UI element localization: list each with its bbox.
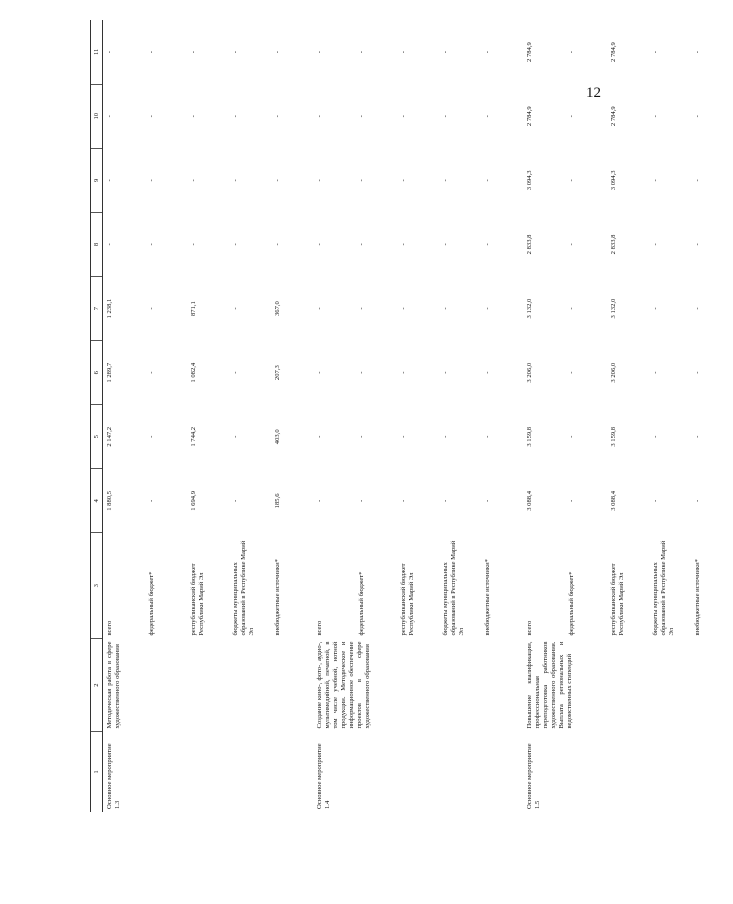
funding-value: 1 289,7: [106, 362, 113, 383]
funding-value: 207,3: [274, 365, 281, 381]
table-row: [523, 20, 565, 812]
funding-value: -: [358, 371, 365, 374]
funding-value: -: [232, 179, 239, 182]
funding-value: -: [442, 499, 449, 502]
funding-value: -: [568, 243, 575, 246]
funding-source: всего: [316, 620, 323, 636]
funding-value: -: [568, 179, 575, 182]
funding-value: 367,0: [274, 301, 281, 316]
measure-code: Основное мероприятие 1.3: [106, 743, 121, 809]
funding-value: -: [232, 50, 239, 54]
funding-value: -: [232, 371, 239, 374]
funding-value: -: [400, 371, 407, 374]
table-body: [103, 20, 733, 812]
funding-value: -: [484, 243, 491, 246]
funding-value: -: [148, 50, 155, 54]
funding-value: -: [652, 115, 659, 118]
funding-value: -: [148, 307, 155, 310]
column-header: 9: [91, 148, 103, 212]
funding-value: -: [652, 243, 659, 246]
funding-value: -: [274, 50, 281, 54]
funding-value: -: [232, 435, 239, 438]
funding-value: -: [358, 307, 365, 310]
funding-value: -: [400, 499, 407, 502]
funding-source: внебюджетные источники*: [274, 559, 281, 636]
funding-value: -: [652, 371, 659, 374]
funding-value: -: [694, 499, 701, 502]
funding-value: 2 147,2: [106, 426, 113, 447]
funding-value: -: [400, 50, 407, 54]
funding-value: -: [190, 50, 197, 54]
funding-value: -: [442, 179, 449, 182]
funding-value: 3 132,0: [610, 298, 617, 319]
funding-value: -: [148, 179, 155, 182]
funding-value: -: [652, 50, 659, 54]
funding-value: -: [694, 179, 701, 182]
funding-value: -: [442, 435, 449, 438]
funding-value: -: [400, 307, 407, 310]
funding-value: -: [148, 115, 155, 118]
funding-value: -: [694, 243, 701, 246]
funding-value: 3 159,8: [526, 426, 533, 447]
funding-value: -: [694, 50, 701, 54]
funding-value: 1 238,1: [106, 298, 113, 319]
funding-value: -: [484, 50, 491, 54]
funding-value: -: [274, 115, 281, 118]
funding-value: 2 784,9: [526, 42, 533, 62]
funding-value: -: [148, 371, 155, 374]
funding-value: -: [316, 307, 323, 310]
funding-value: -: [232, 115, 239, 118]
funding-source: бюджеты муниципальных образований в Республике Марий Эл: [232, 540, 255, 636]
funding-value: 185,6: [274, 493, 281, 509]
funding-value: -: [148, 499, 155, 502]
funding-value: -: [358, 179, 365, 182]
funding-source: республиканский бюджет Республики Марий Эл: [190, 563, 205, 636]
funding-value: 3 159,8: [610, 426, 617, 447]
column-header: 4: [91, 469, 103, 533]
funding-source: республиканский бюджет Республики Марий Эл: [400, 563, 415, 636]
column-header: 3: [91, 533, 103, 639]
funding-source: бюджеты муниципальных образований в Республике Марий Эл: [442, 540, 465, 636]
funding-source: республиканский бюджет Республики Марий Эл: [610, 563, 625, 636]
funding-value: -: [232, 499, 239, 502]
column-header: 5: [91, 405, 103, 469]
funding-value: 3 132,0: [526, 298, 533, 319]
funding-value: -: [316, 371, 323, 374]
funding-value: 2 833,8: [526, 234, 533, 255]
funding-value: -: [358, 115, 365, 118]
funding-value: -: [358, 435, 365, 438]
column-header: 10: [91, 84, 103, 148]
funding-value: 2 784,9: [610, 106, 617, 127]
funding-value: -: [190, 179, 197, 182]
measure-code: Основное мероприятие 1.4: [316, 743, 331, 809]
rotated-table-container: [90, 0, 701, 812]
column-header: 11: [91, 20, 103, 84]
funding-source: федеральный бюджет*: [148, 571, 155, 636]
funding-value: -: [316, 115, 323, 118]
funding-source: внебюджетные источники*: [694, 559, 701, 636]
funding-value: 403,0: [274, 429, 281, 445]
funding-value: -: [568, 435, 575, 438]
funding-value: 2 784,9: [610, 42, 617, 62]
funding-value: -: [400, 435, 407, 438]
funding-value: -: [694, 115, 701, 118]
funding-value: -: [442, 307, 449, 310]
funding-value: 3 206,0: [526, 362, 533, 383]
funding-source: всего: [526, 620, 533, 636]
funding-value: -: [148, 243, 155, 246]
funding-value: 1 880,5: [106, 491, 113, 511]
funding-value: -: [232, 243, 239, 246]
funding-value: -: [652, 499, 659, 502]
funding-value: -: [358, 499, 365, 502]
page-number: 12: [586, 85, 601, 101]
funding-value: 1 694,9: [190, 491, 197, 511]
funding-value: -: [316, 50, 323, 54]
funding-value: 3 088,4: [526, 491, 533, 511]
funding-value: 3 088,4: [610, 491, 617, 511]
funding-value: -: [694, 371, 701, 374]
funding-value: -: [316, 499, 323, 502]
funding-value: 2 784,9: [526, 106, 533, 127]
column-header: 2: [91, 639, 103, 732]
funding-value: 2 833,8: [610, 234, 617, 255]
measure-description: Создание кино-, фото-, аудио-, мультимедийной, печатной, в том числе учебной, нотной продукции. Методическое и информационное обеспечение проектов в сфере художественного образования: [316, 641, 371, 729]
funding-value: -: [190, 115, 197, 118]
funding-value: -: [358, 243, 365, 246]
funding-source: всего: [106, 620, 113, 636]
measure-description: Методическая работа в сфере художественного образования: [106, 641, 121, 729]
funding-value: -: [400, 243, 407, 246]
funding-value: -: [568, 50, 575, 54]
column-header: 1: [91, 732, 103, 812]
funding-value: 3 094,3: [610, 170, 617, 191]
funding-value: -: [484, 179, 491, 182]
funding-value: -: [400, 115, 407, 118]
funding-value: -: [568, 115, 575, 118]
funding-value: -: [484, 307, 491, 310]
funding-value: -: [568, 499, 575, 502]
column-header: 6: [91, 341, 103, 405]
funding-value: -: [106, 115, 113, 118]
funding-value: 1 744,2: [190, 426, 197, 447]
funding-value: -: [484, 371, 491, 374]
funding-source: федеральный бюджет*: [358, 571, 365, 636]
funding-value: -: [316, 243, 323, 246]
funding-value: -: [358, 50, 365, 54]
funding-value: -: [694, 435, 701, 438]
funding-source: внебюджетные источники*: [484, 559, 491, 636]
funding-value: -: [442, 371, 449, 374]
funding-source: федеральный бюджет*: [568, 571, 575, 636]
funding-value: -: [484, 115, 491, 118]
funding-value: -: [316, 435, 323, 438]
funding-value: -: [274, 243, 281, 246]
funding-value: -: [442, 243, 449, 246]
funding-source: бюджеты муниципальных образований в Республике Марий Эл: [652, 540, 675, 636]
funding-value: -: [442, 115, 449, 118]
table-row: [313, 20, 355, 812]
funding-value: -: [652, 435, 659, 438]
funding-value: -: [442, 50, 449, 54]
measure-code: Основное мероприятие 1.5: [526, 743, 541, 809]
funding-value: -: [148, 435, 155, 438]
funding-value: 871,1: [190, 301, 197, 316]
funding-value: 1 082,4: [190, 362, 197, 383]
funding-value: -: [232, 307, 239, 310]
column-header: 7: [91, 277, 103, 341]
funding-value: -: [106, 179, 113, 182]
funding-value: -: [316, 179, 323, 182]
funding-value: -: [400, 179, 407, 182]
funding-value: -: [694, 307, 701, 310]
funding-value: -: [484, 435, 491, 438]
budget-table: [90, 20, 733, 812]
funding-value: -: [652, 179, 659, 182]
column-header: 8: [91, 212, 103, 276]
table-row: [103, 20, 146, 812]
funding-value: -: [190, 243, 197, 246]
funding-value: -: [106, 243, 113, 246]
funding-value: -: [568, 371, 575, 374]
header-row: [91, 20, 103, 812]
measure-description: Повышение квалификации, профессиональная переподготовка работников художественного образования. Выплата региональных и ведомственных стипендий: [526, 641, 573, 729]
funding-value: 3 206,0: [610, 362, 617, 383]
funding-value: -: [106, 50, 113, 54]
funding-value: -: [568, 307, 575, 310]
funding-value: 3 094,3: [526, 170, 533, 191]
funding-value: -: [652, 307, 659, 310]
funding-value: -: [484, 499, 491, 502]
funding-value: -: [274, 179, 281, 182]
